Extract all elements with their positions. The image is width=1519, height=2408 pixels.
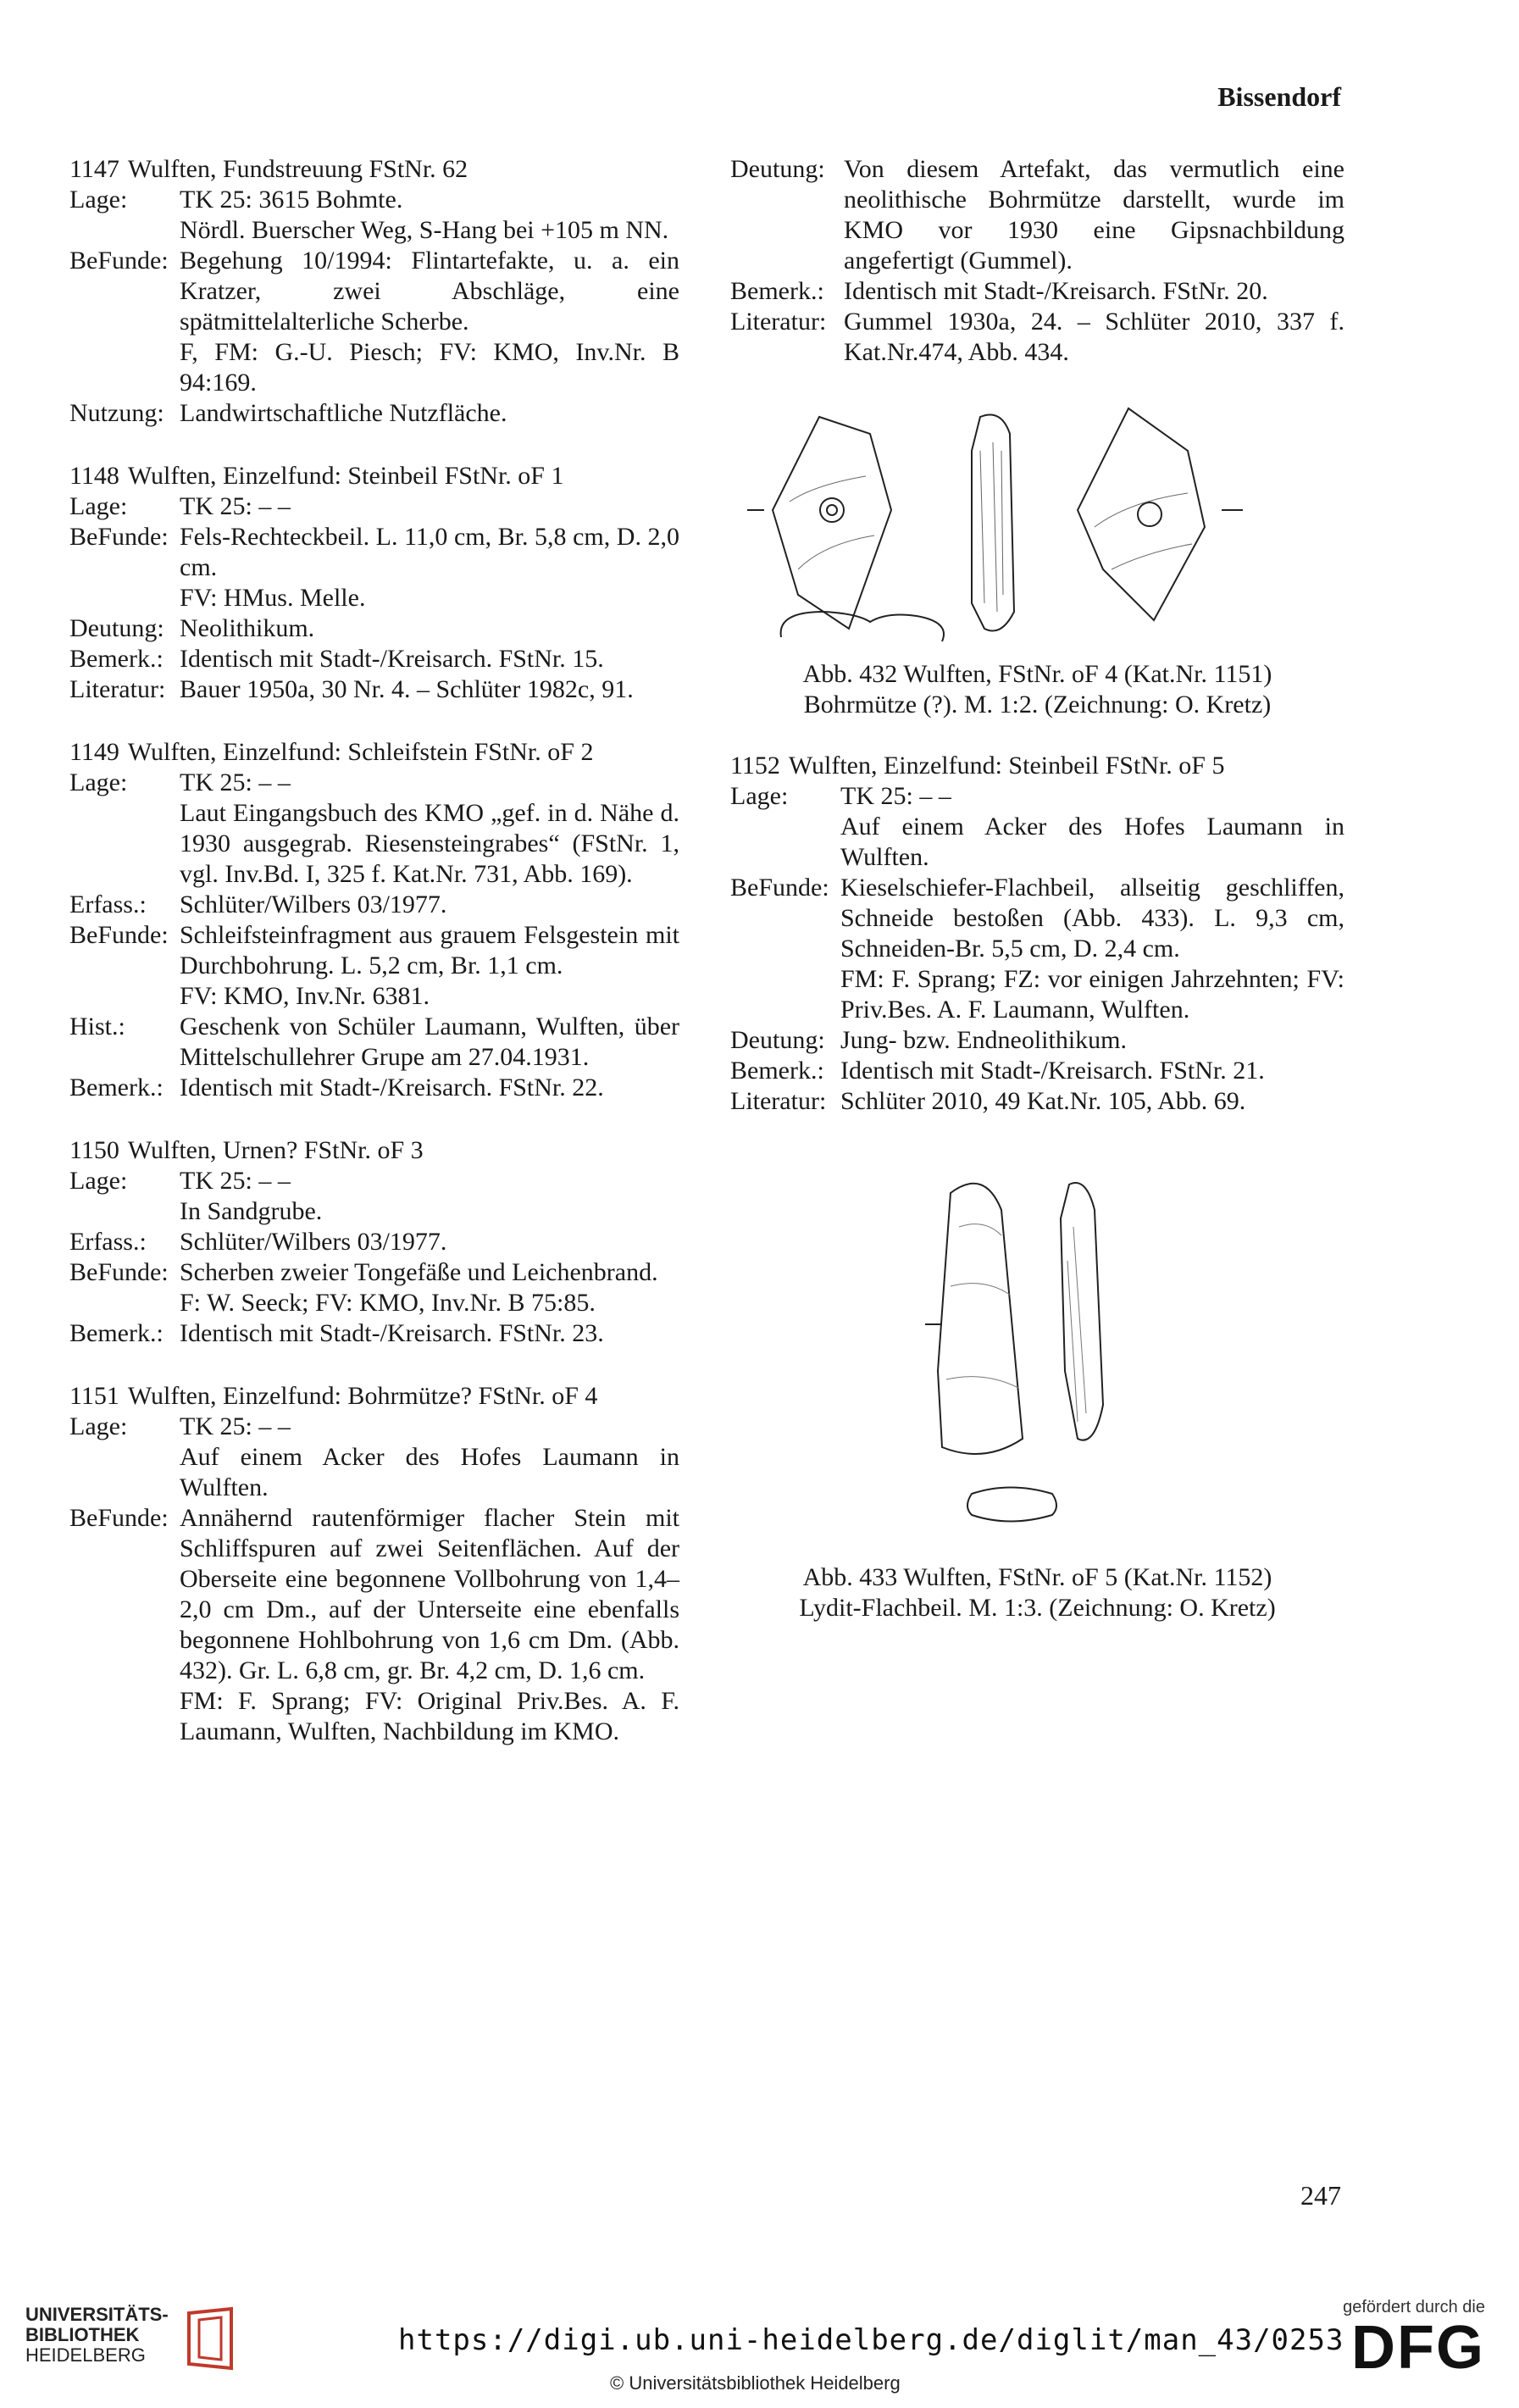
field-line: Identisch mit Stadt-/Kreisarch. FStNr. 21. (840, 1057, 1265, 1085)
field-label: BeFunde: (69, 1258, 169, 1286)
entry-title (69, 461, 679, 491)
field-row (69, 1012, 679, 1073)
field-line: Fels-Rechteckbeil. L. 11,0 cm, Br. 5,8 cm, D. 2,0 cm. (180, 523, 679, 581)
dfg-wordmark: DFG (1351, 2314, 1485, 2382)
entry-title (69, 154, 679, 185)
field-line: TK 25: – – (840, 782, 951, 810)
field-line: Von diesem Artefakt, das vermutlich eine neolithische Bohrmütze darstellt, wurde im KMO vor 1930 eine Gipsnachbildung angefertigt (Gummel). (844, 155, 1344, 275)
field-value (180, 1166, 679, 1227)
ub-line-1: UNIVERSITÄTS- (25, 2304, 169, 2325)
field-line: TK 25: – – (180, 1167, 291, 1195)
field-row (69, 1073, 679, 1103)
field-line: Auf einem Acker des Hofes Laumann in Wulften. (840, 813, 1344, 871)
field-line: TK 25: 3615 Bohmte. (180, 186, 403, 214)
field-line: In Sandgrube. (180, 1197, 323, 1225)
field-line: Schlüter 2010, 49 Kat.Nr. 105, Abb. 69. (840, 1087, 1246, 1115)
entry-heading: Wulften, Fundstreuung FStNr. 62 (127, 155, 468, 183)
field-label: Erfass.: (69, 891, 147, 918)
entry-1148 (69, 461, 679, 705)
entry-number: 1151 (69, 1382, 119, 1410)
field-value (840, 781, 1344, 873)
entry-title (69, 737, 679, 768)
copyright-notice: © Universitätsbibliothek Heidelberg (610, 2372, 901, 2394)
field-row (730, 781, 1344, 873)
entry-1150 (69, 1135, 679, 1349)
field-line: Laut Eingangsbuch des KMO „gef. in d. Nähe d. 1930 ausgegrab. Riesensteingrabes“ (FStNr. 1, vgl. Inv.Bd. I, 325 f. Kat.Nr. 731, Abb. 169). (180, 799, 679, 888)
running-header: Bissendorf (1217, 81, 1341, 112)
field-row (69, 768, 679, 890)
figure-432 (730, 400, 1344, 720)
entry-heading: Wulften, Einzelfund: Steinbeil FStNr. oF 1 (127, 462, 564, 490)
ub-line-2: BIBLIOTHEK (25, 2324, 140, 2345)
field-value (180, 1073, 679, 1103)
field-line: Begehung 10/1994: Flintartefakte, u. a. ein Kratzer, zwei Abschläge, eine spätmittelalterliche Scherbe. (180, 247, 679, 336)
field-line: Gummel 1930a, 24. – Schlüter 2010, 337 f. Kat.Nr.474, Abb. 434. (844, 308, 1344, 366)
flachbeil-drawing (730, 1159, 1344, 1557)
entry-heading: Wulften, Einzelfund: Bohrmütze? FStNr. oF 4 (127, 1382, 598, 1410)
entry-1152 (730, 751, 1344, 1117)
field-row (730, 1086, 1344, 1117)
field-label: Literatur: (730, 308, 827, 336)
field-line: Identisch mit Stadt-/Kreisarch. FStNr. 20. (844, 277, 1268, 305)
field-value (180, 890, 679, 920)
entry-number: 1149 (69, 738, 119, 766)
field-line: Identisch mit Stadt-/Kreisarch. FStNr. 15. (180, 645, 604, 673)
field-line: Bauer 1950a, 30 Nr. 4. – Schlüter 1982c, 91. (180, 675, 634, 703)
field-value (180, 674, 679, 705)
field-row (69, 1318, 679, 1349)
field-line: F: W. Seeck; FV: KMO, Inv.Nr. B 75:85. (180, 1289, 596, 1317)
field-label: Bemerk.: (730, 1057, 824, 1085)
field-value (180, 768, 679, 890)
field-label: Literatur: (69, 675, 166, 703)
ub-heidelberg-logo[interactable] (25, 2305, 240, 2372)
field-label: BeFunde: (69, 247, 169, 275)
field-value (840, 1086, 1344, 1117)
field-line: FV: KMO, Inv.Nr. 6381. (180, 982, 430, 1010)
field-value (180, 246, 679, 398)
field-row (69, 491, 679, 522)
field-label: BeFunde: (69, 523, 169, 551)
field-line: Neolithikum. (180, 614, 315, 642)
field-value (840, 1025, 1344, 1056)
field-line: F, FM: G.-U. Piesch; FV: KMO, Inv.Nr. B 94:169. (180, 338, 679, 397)
field-row (69, 185, 679, 246)
field-row (69, 1412, 679, 1503)
figure-432-caption-1: Abb. 432 Wulften, FStNr. oF 4 (Kat.Nr. 1151) (802, 660, 1272, 688)
field-label: Deutung: (730, 155, 825, 183)
field-value (180, 398, 679, 429)
entry-heading: Wulften, Einzelfund: Steinbeil FStNr. oF 5 (788, 752, 1225, 780)
field-row (69, 1166, 679, 1227)
field-value (180, 1318, 679, 1349)
dfg-logo[interactable] (1343, 2298, 1485, 2382)
field-label: Lage: (69, 1412, 128, 1440)
permalink-url[interactable]: https://digi.ub.uni-heidelberg.de/diglit/man_43/0253 (398, 2323, 1344, 2357)
field-label: Bemerk.: (69, 645, 164, 673)
field-label: Lage: (69, 768, 128, 796)
field-line: Scherben zweier Tongefäße und Leichenbrand. (180, 1258, 658, 1286)
field-label: Bemerk.: (69, 1319, 164, 1347)
entry-heading: Wulften, Urnen? FStNr. oF 3 (127, 1136, 424, 1164)
entry-1151-continued (730, 154, 1344, 368)
field-value (180, 1257, 679, 1318)
ub-logo-icon (180, 2305, 240, 2372)
left-column (69, 154, 679, 1779)
field-row (730, 276, 1344, 307)
field-label: Deutung: (69, 614, 164, 642)
field-row (69, 613, 679, 644)
field-value (844, 307, 1344, 368)
field-line: TK 25: – – (180, 492, 291, 520)
field-line: Identisch mit Stadt-/Kreisarch. FStNr. 23. (180, 1319, 604, 1347)
entry-number: 1150 (69, 1136, 119, 1164)
field-label: Lage: (730, 782, 789, 810)
field-row (69, 246, 679, 398)
field-row (730, 307, 1344, 368)
bohrmuetze-drawing (730, 400, 1344, 654)
field-line: Jung- bzw. Endneolithikum. (840, 1026, 1128, 1054)
entry-heading: Wulften, Einzelfund: Schleifstein FStNr. oF 2 (127, 738, 594, 766)
field-value (180, 1503, 679, 1747)
field-line: Landwirtschaftliche Nutzfläche. (180, 399, 507, 427)
entry-1147 (69, 154, 679, 429)
field-row (730, 1056, 1344, 1086)
field-value (840, 1056, 1344, 1086)
field-value (180, 920, 679, 1012)
field-label: Lage: (69, 186, 128, 214)
field-label: Literatur: (730, 1087, 827, 1115)
field-value (180, 644, 679, 674)
field-row (69, 1503, 679, 1747)
footer-bar (0, 2288, 1519, 2408)
entry-number: 1152 (730, 752, 780, 780)
field-value (180, 613, 679, 644)
field-line: Schleifsteinfragment aus grauem Felsgestein mit Durchbohrung. L. 5,2 cm, Br. 1,1 cm. (180, 921, 679, 979)
entry-number: 1148 (69, 462, 119, 490)
dfg-funding-text: gefördert durch die (1343, 2298, 1485, 2316)
field-label: Bemerk.: (69, 1074, 164, 1101)
field-label: BeFunde: (69, 1504, 169, 1532)
field-line: TK 25: – – (180, 768, 291, 796)
field-row (69, 674, 679, 705)
field-label: Nutzung: (69, 399, 164, 427)
field-line: FM: F. Sprang; FZ: vor einigen Jahrzehnten; FV: Priv.Bes. A. F. Laumann, Wulften. (840, 965, 1344, 1024)
entry-number: 1147 (69, 155, 119, 183)
entry-1149 (69, 737, 679, 1103)
field-row (69, 644, 679, 674)
right-column (730, 154, 1344, 1623)
field-row (69, 890, 679, 920)
field-value (180, 522, 679, 613)
field-label: Lage: (69, 492, 128, 520)
field-line: Kieselschiefer-Flachbeil, allseitig geschliffen, Schneide bestoßen (Abb. 433). L. 9,3 cm, Schneiden-Br. 5,5 cm, D. 2,4 cm. (840, 874, 1344, 963)
field-value (844, 154, 1344, 276)
field-line: Nördl. Buerscher Weg, S-Hang bei +105 m NN. (180, 216, 669, 244)
entry-title (69, 1381, 679, 1412)
field-row (69, 1227, 679, 1257)
field-value (180, 491, 679, 522)
page-number: 247 (1300, 2180, 1341, 2211)
field-line: Schlüter/Wilbers 03/1977. (180, 1228, 447, 1256)
field-label: BeFunde: (69, 921, 169, 949)
field-row (69, 920, 679, 1012)
entry-title (730, 751, 1344, 781)
field-label: Erfass.: (69, 1228, 147, 1256)
field-line: Identisch mit Stadt-/Kreisarch. FStNr. 22. (180, 1074, 604, 1101)
field-label: Deutung: (730, 1026, 825, 1054)
ub-logo-text (25, 2305, 169, 2366)
field-row (69, 398, 679, 429)
field-row (69, 522, 679, 613)
field-line: TK 25: – – (180, 1412, 291, 1440)
field-value (180, 1227, 679, 1257)
field-label: BeFunde: (730, 874, 829, 902)
figure-433-caption-2: Lydit-Flachbeil. M. 1:3. (Zeichnung: O. Kretz) (799, 1594, 1276, 1622)
field-row (730, 873, 1344, 1025)
field-line: Schlüter/Wilbers 03/1977. (180, 891, 447, 918)
figure-432-caption-2: Bohrmütze (?). M. 1:2. (Zeichnung: O. Kretz) (803, 691, 1272, 719)
field-label: Bemerk.: (730, 277, 824, 305)
field-line: Geschenk von Schüler Laumann, Wulften, über Mittelschullehrer Grupe am 27.04.1931. (180, 1013, 679, 1071)
field-value (180, 1012, 679, 1073)
field-line: FV: HMus. Melle. (180, 584, 366, 612)
entry-1151 (69, 1381, 679, 1747)
field-label: Hist.: (69, 1013, 125, 1040)
entry-title (69, 1135, 679, 1166)
field-value (840, 873, 1344, 1025)
field-line: FM: F. Sprang; FV: Original Priv.Bes. A. F. Laumann, Wulften, Nachbildung im KMO. (180, 1687, 679, 1745)
figure-433-caption-1: Abb. 433 Wulften, FStNr. oF 5 (Kat.Nr. 1152) (802, 1563, 1272, 1591)
field-label: Lage: (69, 1167, 128, 1195)
field-value (180, 185, 679, 246)
figure-433 (730, 1159, 1344, 1623)
field-value (180, 1412, 679, 1503)
field-row (69, 1257, 679, 1318)
field-value (844, 276, 1344, 307)
field-row (730, 1025, 1344, 1056)
field-line: Auf einem Acker des Hofes Laumann in Wulften. (180, 1443, 679, 1501)
field-row (730, 154, 1344, 276)
ub-line-3: HEIDELBERG (25, 2344, 146, 2366)
field-line: Annähernd rautenförmiger flacher Stein mit Schliffspuren auf zwei Seitenflächen. Auf der Oberseite eine begonnene Vollbohrung von 1,4–2,0 cm Dm., auf der Unterseite eine ebenfalls begonnene Hohlbohrung von 1,6 cm Dm. (Abb. 432). Gr. L. 6,8 cm, gr. Br. 4,2 cm, D. 1,6 cm. (180, 1504, 679, 1684)
